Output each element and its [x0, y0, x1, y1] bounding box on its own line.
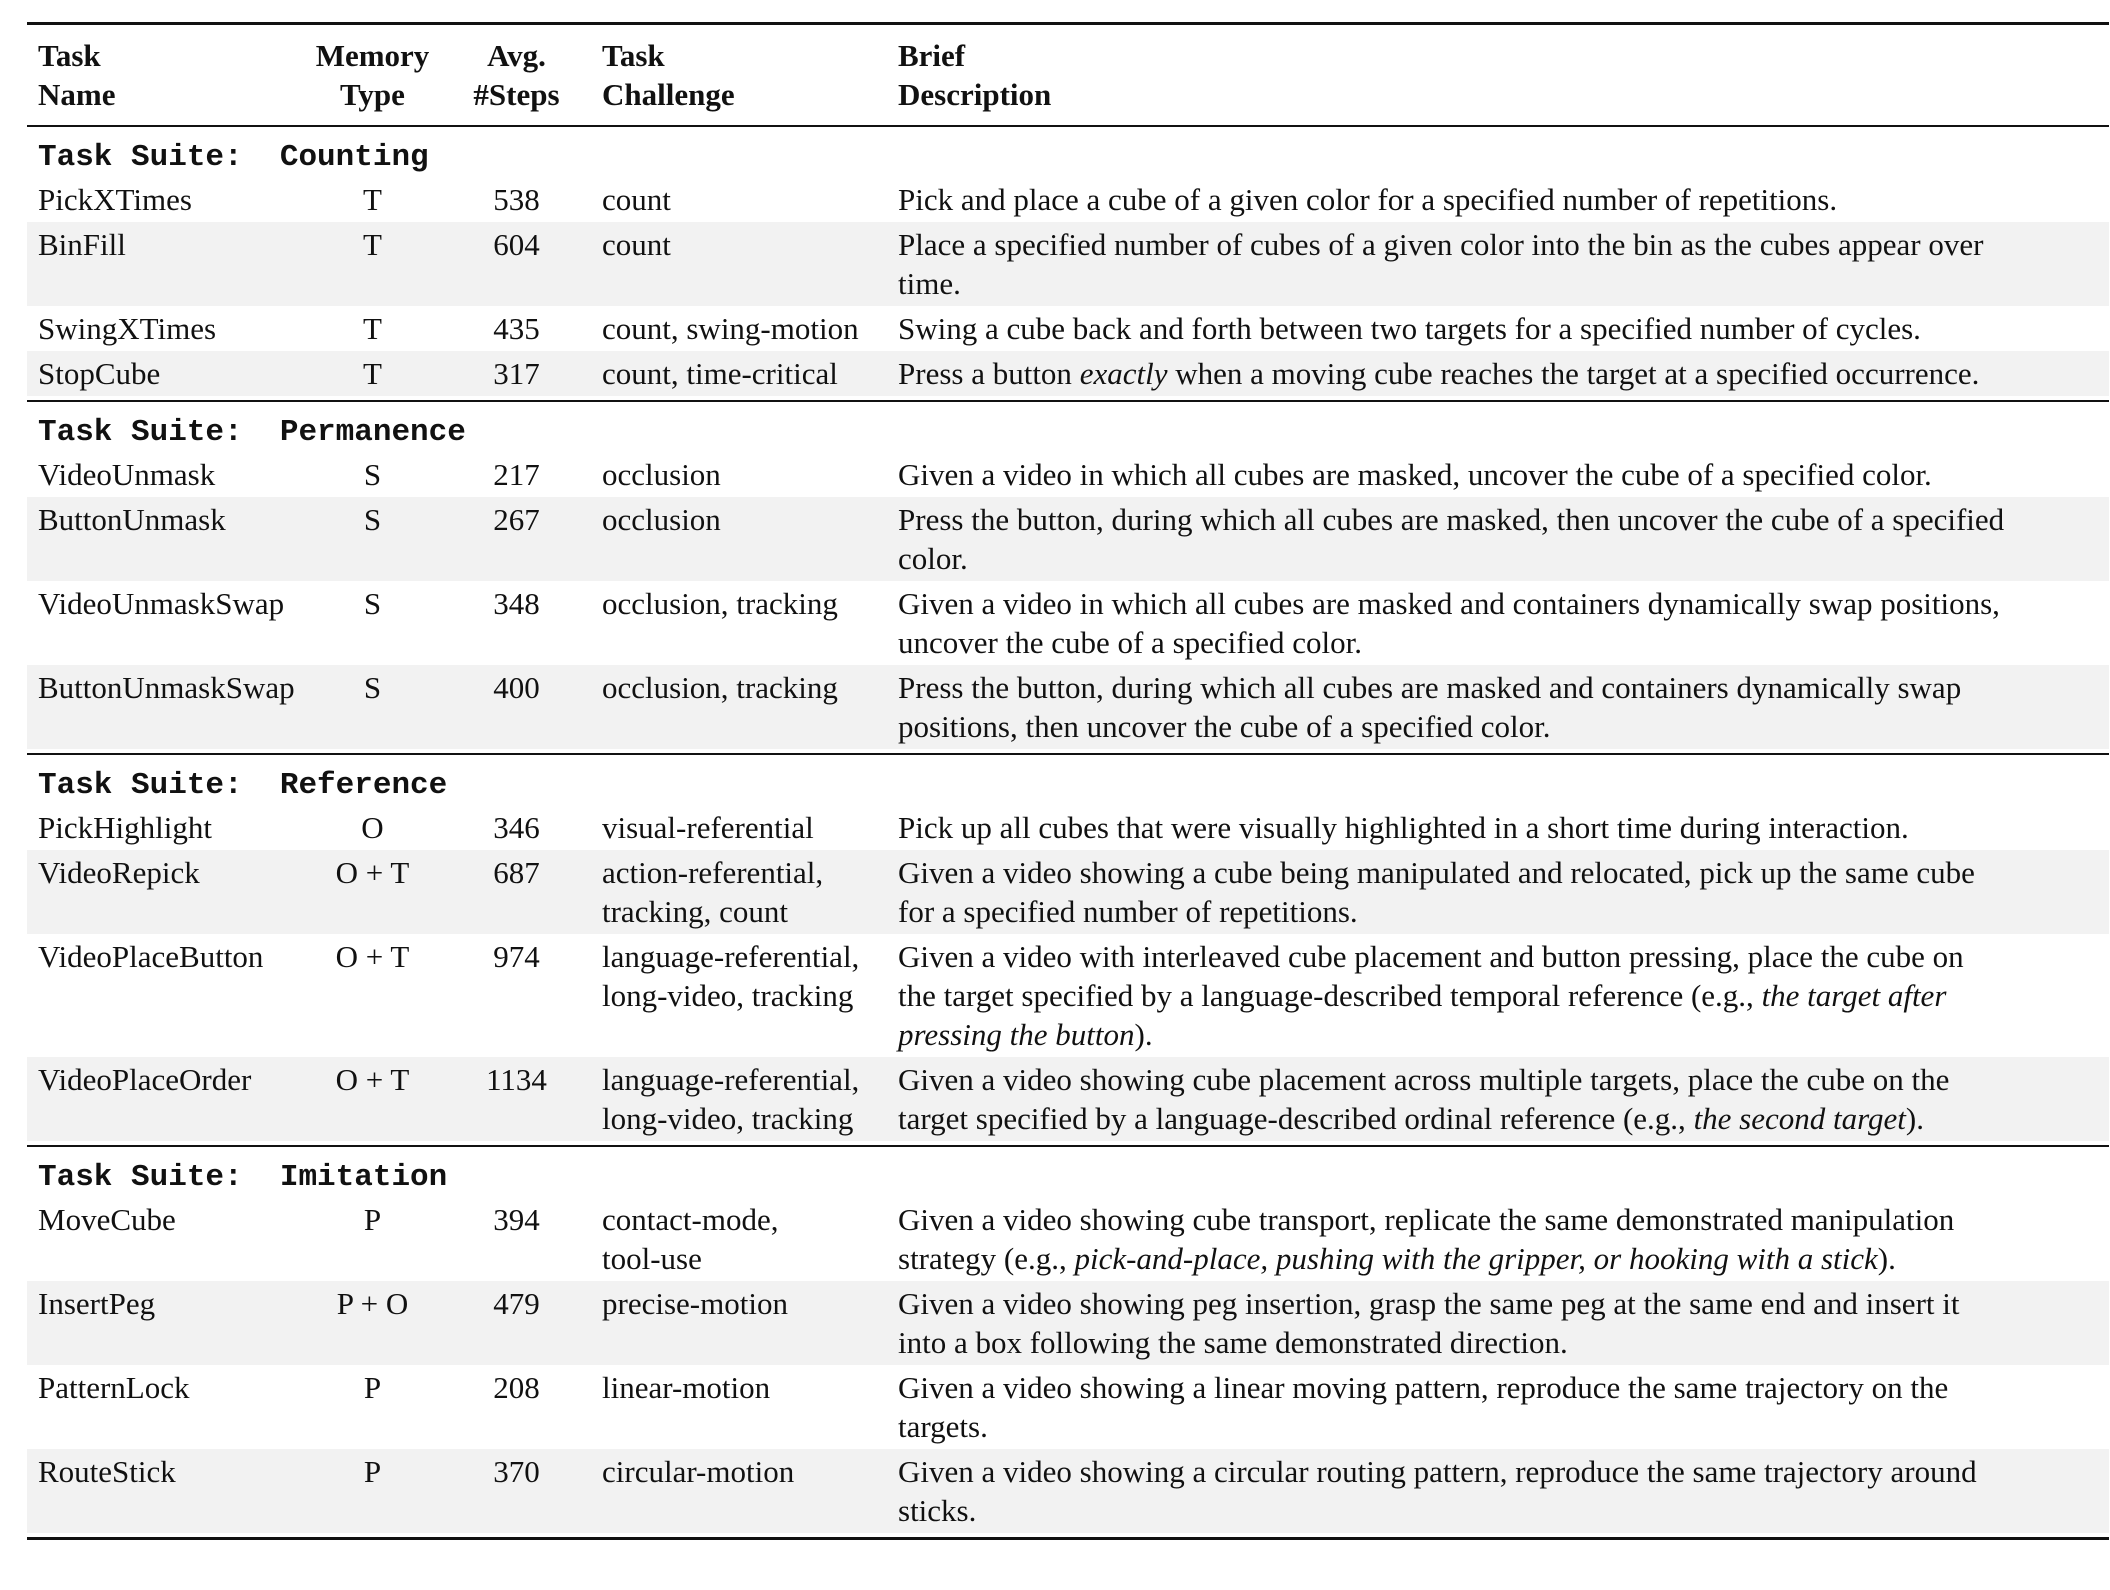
- description-emphasis: exactly: [1079, 356, 1168, 391]
- challenge-line: language-referential,: [602, 939, 860, 974]
- challenge-line: action-referential,: [602, 855, 824, 890]
- description-text: Given a video showing cube transport, replicate the same demonstrated manipulation: [898, 1202, 1955, 1237]
- description-cell: [895, 853, 2098, 931]
- table-row: [27, 581, 2109, 665]
- memory-type-cell: O: [361, 810, 384, 845]
- challenge-line: occlusion, tracking: [602, 670, 838, 705]
- task-suite: [27, 127, 2109, 400]
- description-text: into a box following the same demonstrated direction.: [898, 1325, 1568, 1360]
- challenge-line: occlusion: [602, 457, 721, 492]
- description-cell: [895, 668, 2098, 746]
- task-challenge-cell: [593, 1060, 895, 1138]
- description-line: [898, 976, 2098, 1015]
- task-challenge-cell: [593, 1452, 895, 1491]
- description-cell: [895, 455, 2098, 494]
- description-text: Place a specified number of cubes of a given color into the bin as the cubes appear over: [898, 227, 1984, 262]
- description-text: for a specified number of repetitions.: [898, 894, 1358, 929]
- description-line: [898, 1284, 2098, 1323]
- task-suite: [27, 402, 2109, 753]
- challenge-line: tool-use: [602, 1241, 702, 1276]
- task-name-cell: VideoPlaceOrder: [38, 1062, 252, 1097]
- description-line: [898, 225, 2098, 264]
- challenge-line: count: [602, 182, 671, 217]
- memory-type-cell: O + T: [335, 939, 410, 974]
- memory-type-cell: T: [363, 356, 382, 391]
- table-row: [27, 1057, 2109, 1141]
- task-name-cell: PickXTimes: [38, 182, 192, 217]
- table-row: [27, 306, 2109, 351]
- description-line: [898, 354, 2098, 393]
- description-line: [898, 808, 2098, 847]
- description-line: [898, 309, 2098, 348]
- table-body: [27, 125, 2109, 1537]
- description-text: sticks.: [898, 1493, 977, 1528]
- table-row: [27, 497, 2109, 581]
- description-emphasis: the target after: [1761, 978, 1947, 1013]
- description-line: [898, 623, 2098, 662]
- description-text: ).: [1905, 1101, 1924, 1136]
- task-challenge-cell: [593, 937, 895, 1015]
- description-cell: [895, 1452, 2098, 1530]
- table-row: [27, 805, 2109, 850]
- task-challenge-cell: [593, 853, 895, 931]
- memory-type-cell: T: [363, 227, 382, 262]
- challenge-line: tracking, count: [602, 894, 788, 929]
- task-name-cell: ButtonUnmaskSwap: [38, 670, 295, 705]
- task-challenge-cell: [593, 180, 895, 219]
- description-text: positions, then uncover the cube of a specified color.: [898, 709, 1551, 744]
- avg-steps-cell: 217: [493, 457, 540, 492]
- description-line: [898, 707, 2098, 746]
- task-challenge-cell: [593, 309, 895, 348]
- suite-title: Task Suite: Imitation: [38, 1160, 448, 1195]
- task-name-cell: VideoUnmaskSwap: [38, 586, 285, 621]
- description-emphasis: pressing the button: [898, 1017, 1135, 1052]
- task-name-cell: MoveCube: [38, 1202, 176, 1237]
- memory-type-cell: P: [363, 1370, 382, 1405]
- challenge-line: long-video, tracking: [602, 978, 854, 1013]
- description-cell: [895, 584, 2098, 662]
- challenge-line: precise-motion: [602, 1286, 788, 1321]
- description-cell: [895, 1368, 2098, 1446]
- task-name-cell: StopCube: [38, 356, 161, 391]
- description-cell: [895, 225, 2098, 303]
- table-row: [27, 452, 2109, 497]
- task-name-cell: PatternLock: [38, 1370, 190, 1405]
- description-text: Given a video showing a circular routing pattern, reproduce the same trajectory around: [898, 1454, 1977, 1489]
- table-header: [27, 25, 2109, 125]
- avg-steps-cell: 538: [493, 182, 540, 217]
- challenge-line: linear-motion: [602, 1370, 771, 1405]
- description-line: [898, 455, 2098, 494]
- memory-type-cell: S: [363, 586, 382, 621]
- memory-type-cell: T: [363, 182, 382, 217]
- challenge-line: circular-motion: [602, 1454, 795, 1489]
- challenge-line: visual-referential: [602, 810, 814, 845]
- avg-steps-cell: 394: [493, 1202, 540, 1237]
- task-suite: [27, 1147, 2109, 1537]
- description-line: [898, 1015, 2098, 1054]
- challenge-line: contact-mode,: [602, 1202, 779, 1237]
- description-text: Pick and place a cube of a given color for a specified number of repetitions.: [898, 182, 1838, 217]
- task-name-cell: VideoUnmask: [38, 457, 216, 492]
- description-line: [898, 1323, 2098, 1362]
- header-brief-description: Brief Description: [898, 38, 1052, 112]
- task-challenge-cell: [593, 668, 895, 707]
- memory-type-cell: S: [363, 502, 382, 537]
- description-line: [898, 584, 2098, 623]
- description-line: [898, 853, 2098, 892]
- task-name-cell: BinFill: [38, 227, 126, 262]
- table-row: [27, 1449, 2109, 1533]
- description-line: [898, 892, 2098, 931]
- task-challenge-cell: [593, 455, 895, 494]
- description-line: [898, 264, 2098, 303]
- description-text: ).: [1877, 1241, 1896, 1276]
- task-name-cell: VideoPlaceButton: [38, 939, 264, 974]
- memory-type-cell: O + T: [335, 855, 410, 890]
- task-challenge-cell: [593, 225, 895, 264]
- task-name-cell: ButtonUnmask: [38, 502, 226, 537]
- description-line: [898, 180, 2098, 219]
- description-text: time.: [898, 266, 961, 301]
- avg-steps-cell: 370: [493, 1454, 540, 1489]
- task-name-cell: PickHighlight: [38, 810, 212, 845]
- challenge-line: count: [602, 227, 671, 262]
- table-row: [27, 177, 2109, 222]
- description-emphasis: pick-and-place, pushing with the gripper, or hooking with a stick: [1074, 1241, 1878, 1276]
- challenge-line: count, swing-motion: [602, 311, 859, 346]
- task-table: [27, 22, 2109, 1540]
- description-text: color.: [898, 541, 968, 576]
- header-task-name: Task Name: [38, 38, 116, 112]
- description-text: Swing a cube back and forth between two targets for a specified number of cycles.: [898, 311, 1921, 346]
- avg-steps-cell: 346: [493, 810, 540, 845]
- task-challenge-cell: [593, 808, 895, 847]
- challenge-line: count, time-critical: [602, 356, 838, 391]
- description-text: Press the button, during which all cubes are masked and containers dynamically swap: [898, 670, 1962, 705]
- header-task-challenge: Task Challenge: [602, 38, 735, 112]
- description-cell: [895, 1060, 2098, 1138]
- avg-steps-cell: 400: [493, 670, 540, 705]
- challenge-line: language-referential,: [602, 1062, 860, 1097]
- avg-steps-cell: 479: [493, 1286, 540, 1321]
- memory-type-cell: P: [363, 1454, 382, 1489]
- description-line: [898, 539, 2098, 578]
- description-line: [898, 1200, 2098, 1239]
- description-cell: [895, 354, 2098, 393]
- description-cell: [895, 937, 2098, 1054]
- description-text: Pick up all cubes that were visually highlighted in a short time during interaction.: [898, 810, 1909, 845]
- description-line: [898, 1368, 2098, 1407]
- description-text: Given a video showing a cube being manipulated and relocated, pick up the same cube: [898, 855, 1975, 890]
- avg-steps-cell: 317: [493, 356, 540, 391]
- description-line: [898, 668, 2098, 707]
- description-text: the target specified by a language-described temporal reference (e.g.,: [898, 978, 1762, 1013]
- suite-title: Task Suite: Reference: [38, 768, 448, 803]
- avg-steps-cell: 208: [493, 1370, 540, 1405]
- task-suite: [27, 755, 2109, 1145]
- table-row: [27, 1281, 2109, 1365]
- table-row: [27, 351, 2109, 396]
- suite-title: Task Suite: Permanence: [38, 415, 466, 450]
- avg-steps-cell: 348: [493, 586, 540, 621]
- description-cell: [895, 309, 2098, 348]
- description-text: Given a video in which all cubes are masked and containers dynamically swap positions,: [898, 586, 2000, 621]
- description-text: Given a video showing peg insertion, grasp the same peg at the same end and insert it: [898, 1286, 1960, 1321]
- description-cell: [895, 500, 2098, 578]
- table-row: [27, 850, 2109, 934]
- task-challenge-cell: [593, 584, 895, 623]
- avg-steps-cell: 1134: [486, 1062, 547, 1097]
- description-text: target specified by a language-described ordinal reference (e.g.,: [898, 1101, 1694, 1136]
- description-line: [898, 1239, 2098, 1278]
- memory-type-cell: O + T: [335, 1062, 410, 1097]
- description-text: uncover the cube of a specified color.: [898, 625, 1362, 660]
- challenge-line: occlusion: [602, 502, 721, 537]
- header-avg-steps: Avg. #Steps: [473, 38, 560, 112]
- description-line: [898, 1099, 2098, 1138]
- table-row: [27, 222, 2109, 306]
- description-text: ).: [1134, 1017, 1153, 1052]
- avg-steps-cell: 974: [493, 939, 540, 974]
- description-line: [898, 1407, 2098, 1446]
- description-text: strategy (e.g.,: [898, 1241, 1075, 1276]
- description-line: [898, 1452, 2098, 1491]
- description-line: [898, 1491, 2098, 1530]
- description-line: [898, 1060, 2098, 1099]
- table-row: [27, 665, 2109, 749]
- memory-type-cell: S: [363, 670, 382, 705]
- avg-steps-cell: 604: [493, 227, 540, 262]
- task-challenge-cell: [593, 1284, 895, 1323]
- task-challenge-cell: [593, 1368, 895, 1407]
- avg-steps-cell: 687: [493, 855, 540, 890]
- task-name-cell: SwingXTimes: [38, 311, 217, 346]
- memory-type-cell: P: [363, 1202, 382, 1237]
- challenge-line: long-video, tracking: [602, 1101, 854, 1136]
- description-line: [898, 937, 2098, 976]
- description-text: Press the button, during which all cubes are masked, then uncover the cube of a specified: [898, 502, 2005, 537]
- suite-title: Task Suite: Counting: [38, 140, 429, 175]
- description-cell: [895, 180, 2098, 219]
- description-text: Given a video showing cube placement across multiple targets, place the cube on the: [898, 1062, 1950, 1097]
- description-text: Given a video in which all cubes are masked, uncover the cube of a specified color.: [898, 457, 1932, 492]
- task-challenge-cell: [593, 354, 895, 393]
- task-challenge-cell: [593, 500, 895, 539]
- description-text: Given a video showing a linear moving pattern, reproduce the same trajectory on the: [898, 1370, 1949, 1405]
- description-text: when a moving cube reaches the target at a specified occurrence.: [1167, 356, 1980, 391]
- task-name-cell: RouteStick: [38, 1454, 176, 1489]
- description-emphasis: the second target: [1693, 1101, 1906, 1136]
- task-challenge-cell: [593, 1200, 895, 1278]
- description-line: [898, 500, 2098, 539]
- table-row: [27, 1365, 2109, 1449]
- task-name-cell: VideoRepick: [38, 855, 200, 890]
- description-text: targets.: [898, 1409, 988, 1444]
- avg-steps-cell: 435: [493, 311, 540, 346]
- challenge-line: occlusion, tracking: [602, 586, 838, 621]
- memory-type-cell: P + O: [336, 1286, 409, 1321]
- table-row: [27, 934, 2109, 1057]
- header-memory-type: Memory Type: [315, 38, 430, 112]
- memory-type-cell: S: [363, 457, 382, 492]
- description-cell: [895, 808, 2098, 847]
- avg-steps-cell: 267: [493, 502, 540, 537]
- description-text: Press a button: [898, 356, 1080, 391]
- description-cell: [895, 1200, 2098, 1278]
- description-text: Given a video with interleaved cube placement and button pressing, place the cube on: [898, 939, 1964, 974]
- table-row: [27, 1197, 2109, 1281]
- bottom-rule: [27, 1537, 2109, 1540]
- description-cell: [895, 1284, 2098, 1362]
- task-name-cell: InsertPeg: [38, 1286, 156, 1321]
- memory-type-cell: T: [363, 311, 382, 346]
